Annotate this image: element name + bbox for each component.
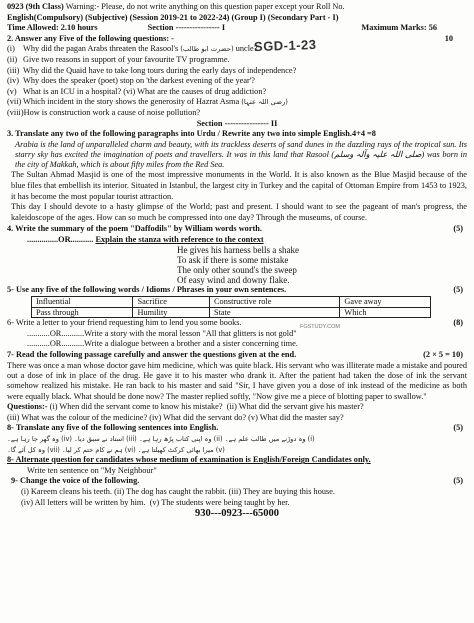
q3-paragraph-3: This day I should devote to a hasty glimpse of the World; past and present. I should want to see the pageant of man's progress, the kaleidoscope of the ages. How can so much be compressed into one day? Through the museums, of course. [11,202,467,222]
q8-alt-task: Write ten sentence on "My Neighbour" [27,465,157,475]
q2-title-row [7,34,467,45]
subject-line: English(Compulsory) (Subjective) (Session 2019-21 to 2022-24) (Group I) (Secondary Part - I) [7,12,339,22]
q7-marks: (2 × 5 = 10) [423,350,463,360]
q5-marks: (5) [453,285,463,295]
q7-title: 7- Read the following passage carefully and answer the questions given at the end. [7,350,297,360]
q9-line-2: (iv) All letters will be written by him. (v) The students were being taught by her. [21,497,290,507]
q9-title: 9- Change the voice of the following. [11,476,140,486]
q9-marks: (5) [453,476,463,486]
section-two-label: Section ---------------- II [196,118,278,128]
q2-item-1: (i) Why did the pagan Arabs threaten the Rasool's (حضرت ابو طالب) uncle? [7,44,258,54]
q6-line-1: 6- Write a letter to your friend requesting him to lend you some books. (8) [7,318,463,328]
q6-marks: (8) [453,318,463,328]
q5-title: 5- Use any five of the following words / Idioms / Phrases in your own sentences. [7,285,287,295]
class-label: (9th Class) [25,2,64,11]
q7-title-row [7,350,467,361]
paper-footer-code: 930---0923---65000 [195,509,279,520]
q4-title: 4. Write the summary of the poem "Daffodils" by William words worth. [7,224,262,234]
q5-word-table [31,296,431,318]
q8-title-row [7,423,467,434]
q2-item-8: (viii) How is construction work a cause of noise pollution? [7,107,201,117]
warning-text: Warning:- Please, do not write anything on this question paper except your Roll No. [65,2,345,11]
max-marks-label: Maximum Marks: [361,23,427,33]
q7-passage: There was once a man whose doctor gave him medicine, which was quite black. His servant who was illiterate made a mistake and poured out a dose of ink in place of the drug. He gave it to his master who drank it. After the patient had taken the dose of ink the servant somehow realized his mistake. He ran back to his master and said "Sir, I have given you a dose of ink instead of the medicine as both were equally black. What should be done now? The master replied softly, "Now give me a piece of blotting paper to swallow." [7,360,467,401]
q7-questions-row-1: Questions:- (i) When did the servant come to know his mistake? (ii) What did the servant give his master? [7,402,364,412]
header-warning-row [7,2,467,13]
q6-line-2: ...........OR...........Write a story with the moral lesson "All that glitters is not gold" [27,328,297,338]
q2-marks: 10 [444,33,453,43]
q4-or: ...............OR........... [27,234,94,244]
q8-title: 8- Translate any five of the following sentences into English. [7,423,219,433]
q2-item-4: (iv) Why does the speaker (poet) stop on 'the darkest evening of the year'? [7,76,255,86]
q2-item-7: (vii) Which incident in the story shows the generosity of Hazrat Asma (رضی اللہ عنہا) [7,97,288,107]
paper-code: 0923 [7,2,24,11]
q3-paragraph-1: Arabia is the land of unparalleled charm and beauty, with its trackless deserts of sand dunes in the dazzling rays of the tropical sun. Its starry sky has excited the imagination of poets and travellers. It was in this land that Rasool (صلی اللہ علیہ وآلہ وسلم) was born in the city of Makkah, which is about fifty miles from the Red Sea. [15,139,467,170]
q5-title-row [7,285,467,296]
q7-questions-row-2: (iii) What was the colour of the medicine? (iv) What did the servant do? (v) What did the master say? [7,412,344,422]
table-row: Pass through Humility State Which [32,307,431,318]
q2-title: 2. Answer any Five of the following questions: - [7,33,174,43]
q2-item-2: (ii) Give two reasons in support of your favourite TV programme. [7,54,230,64]
q2-item-3: (iii) Why did the Quaid have to take long tours during the early days of independence? [7,65,297,75]
time-allowed: Time Allowed: 2.10 hours [7,23,98,33]
q6-line-3: ...........OR...........Write a dialogue between a brother and a sister concerning time. [27,339,298,349]
q2-item-5: (v) What is an ICU in a hospital? (vi) What are the causes of drug addiction? [7,86,267,96]
q8-urdu-sentences-2: (v) میرا بھائی کرکٹ کھیلتا ہے۔ (vi) ہم نے کام ختم کر لیا۔ (vii) وہ کل آئے گا۔ [7,445,225,454]
q3-title: 3. Translate any two of the following paragraphs into Urdu / Rewrite any two into simple English.4+4 =8 [7,129,376,139]
q4-poem: He gives his harness bells a shake To ask if there is some mistake The only other sound's the sweep Of easy wind and downy flake. [177,245,299,286]
q8-urdu-sentences-1: (i) وہ دوڑنے میں طالب علم ہے۔ (ii) وہ اپنی کتاب پڑھ رہا ہے۔ (iii) استاد نے سبق دیا۔ (iv) وہ گھر جا رہا ہے۔ [7,435,315,444]
q9-title-row [7,476,467,487]
q9-line-1: (i) Kareem cleans his teeth. (ii) The dog has caught the rabbit. (iii) They are buying this house. [21,487,335,497]
table-row: Influential Sacrifice Constructive role Gave away [32,297,431,308]
q4-or-row [7,235,467,246]
max-marks-value: 56 [428,23,437,33]
q3-paragraph-2: The Sultan Ahmad Masjid is one of the most impressive monuments in the World. It is also known as the Blue Masjid because of the blue files that embellish its interior. Situated in Istanbul, the largest city in Turkey and the capital of Ottoman Empire from 1453 to 1923, it has become the most popular tourist attraction. [11,170,467,201]
time-marks-row [7,23,467,34]
q8-alt-row: 8- Alternate question for candidates whose medium of examination is English/Foreign Candidates only. [7,455,371,465]
q4-title-row [7,224,467,235]
board-stamp: SGD-1-23 [253,36,317,55]
watermark: FGSTUDY.COM [300,324,340,330]
q8-marks: (5) [453,423,463,433]
q4-stanza-title: Explain the stanza with reference to the context [95,234,264,244]
q4-marks: (5) [453,224,463,234]
section-one-label: Section ---------------- I [147,23,226,33]
